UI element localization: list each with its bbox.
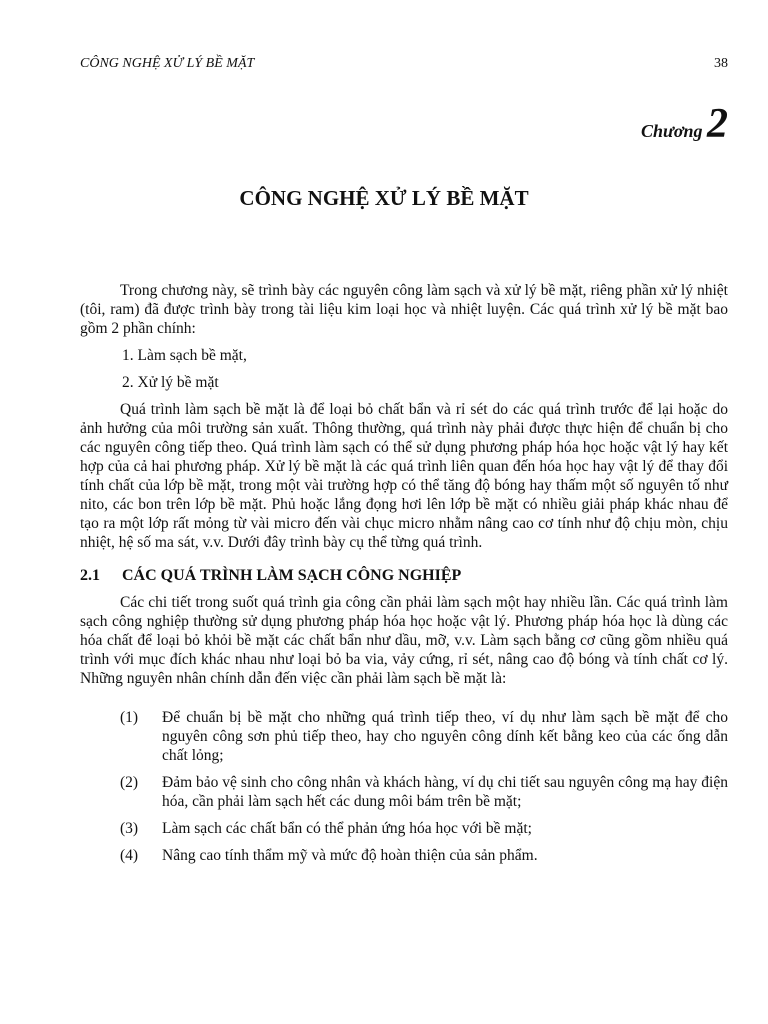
list-item-text: Nâng cao tính thẩm mỹ và mức độ hoàn thiện của sản phẩm. [162,847,538,864]
body-text [80,281,728,873]
intro-list-item: 2. Xử lý bề mặt [122,374,219,391]
section-number: 2.1 [80,567,100,584]
list-item-number: (4) [120,847,139,864]
list-item [80,773,728,811]
section-paragraph: Các chi tiết trong suốt quá trình gia công cần phải làm sạch một hay nhiều lần. Các quá trình làm sạch công nghiệp thường sử dụng phương pháp hóa học hoặc vật lý. Phương pháp hóa học là dùng các hóa chất để loại bỏ khỏi bề mặt các chất bẩn như dầu, mỡ, v.v. Làm sạch bằng cơ cũng gồm nhiều quá trình với mục đích khác nhau như loại bỏ ba via, vảy cứng, rỉ sét, nâng cao độ bóng và tính chất cơ lý. Những nguyên nhân chính dẫn đến việc cần phải làm sạch bề mặt là: [80,594,728,687]
chapter-label [641,100,728,148]
running-header: CÔNG NGHỆ XỬ LÝ BỀ MẶT [80,56,255,71]
intro-paragraph-2: Quá trình làm sạch bề mặt là để loại bỏ chất bẩn và rỉ sét do các quá trình trước để lại hoặc do ảnh hưởng của môi trường sản xuất. Thông thường, quá trình này phải được thực hiện để chuẩn bị cho các nguyên công tiếp theo. Quá trình làm sạch có thể sử dụng phương pháp hóa học hoặc vật lý hay kết hợp của cả hai phương pháp. Xử lý bề mặt là các quá trình liên quan đến hóa học hay vật lý để thay đổi tính chất của lớp bề mặt, trong một vài trường hợp có thể tăng độ bóng hay thấm một số nguyên tố như nito, các bon trên lớp bề mặt. Phủ hoặc lắng đọng hơi lên lớp bề mặt có nhiều giải pháp khác nhau để tạo ra một lớp rất mỏng từ vài micro đến vài chục micro nhằm nâng cao cơ tính như độ chịu mòn, chịu nhiệt, hệ số ma sát, v.v. Dưới đây trình bày cụ thể từng quá trình. [80,401,728,551]
list-item [80,708,728,765]
section-heading [80,566,728,585]
page-number: 38 [714,56,728,71]
list-item-text: Để chuẩn bị bề mặt cho những quá trình tiếp theo, ví dụ như làm sạch bề mặt để cho nguyên công sơn phủ tiếp theo, hay cho nguyên công dính kết bằng keo của các ống dẫn chất lỏng; [162,709,728,764]
intro-list-item: 1. Làm sạch bề mặt, [122,347,247,364]
list-item [80,819,728,838]
list-item-text: Làm sạch các chất bẩn có thể phản ứng hóa học với bề mặt; [162,820,532,837]
chapter-number: 2 [707,101,728,147]
intro-paragraph: Trong chương này, sẽ trình bày các nguyên công làm sạch và xử lý bề mặt, riêng phần xử lý nhiệt (tôi, ram) đã được trình bày trong tài liệu kim loại học và nhiệt luyện. Các quá trình xử lý bề mặt bao gồm 2 phần chính: [80,282,728,337]
list-item [80,846,728,865]
list-item-text: Đảm bảo vệ sinh cho công nhân và khách hàng, ví dụ chi tiết sau nguyên công mạ hay điện hóa, cần phải làm sạch hết các dung môi bám trên bề mặt; [162,774,728,810]
list-item-number: (1) [120,709,139,726]
list-item-number: (3) [120,820,139,837]
list-item-number: (2) [120,774,139,791]
chapter-word: Chương [641,121,703,141]
reasons-list [80,708,728,865]
section-title: CÁC QUÁ TRÌNH LÀM SẠCH CÔNG NGHIỆP [122,567,462,584]
chapter-title: CÔNG NGHỆ XỬ LÝ BỀ MẶT [239,186,529,210]
